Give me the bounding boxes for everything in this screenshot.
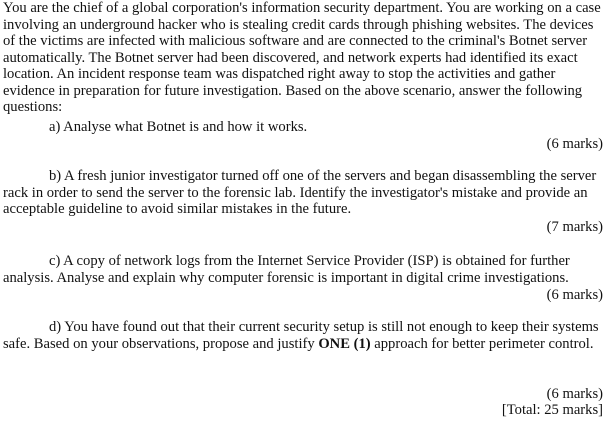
total-marks: [Total: 25 marks]: [501, 402, 603, 418]
question-d-body-end: approach for better perimeter control.: [370, 335, 594, 352]
scenario-paragraph: You are the chief of a global corporation's information security department. You are working on a case involving an underground hacker who is stealing credit cards through phishing websites. The devices of the victims are infected with malicious software and are connected to the criminal's Botnet server automatically. The Botnet server had been discovered, and network experts had identified its exact location. An incident response team was dispatched right away to stop the activities and gather evidence in preparation for future investigation. Based on the above scenario, answer the following questions:: [3, 0, 601, 115]
question-d-emphasis: ONE (1): [318, 335, 371, 352]
question-d-body-start: d) You have found out that their current security setup is still not enough to keep their systems safe. Based on your observations, propose and justify: [3, 319, 599, 352]
question-b-body: b) A fresh junior investigator turned off one of the servers and began disassembling the server rack in order to send the server to the forensic lab. Identify the investigator's mistake and provide an acceptable guideline to avoid similar mistakes in the future.: [3, 168, 597, 217]
question-b: [3, 168, 601, 218]
question-d-text: [3, 319, 601, 352]
question-a-marks: (6 marks): [546, 136, 603, 152]
question-c-body: c) A copy of network logs from the Internet Service Provider (ISP) is obtained for further analysis. Analyse and explain why computer forensic is important in digital crime investigations.: [3, 253, 570, 286]
question-c-text: [3, 253, 601, 286]
question-b-text: [3, 168, 601, 218]
question-c-marks: (6 marks): [546, 287, 603, 303]
question-c: [3, 253, 601, 286]
question-d: [3, 319, 601, 352]
question-d-marks: (6 marks): [546, 386, 603, 402]
question-b-marks: (7 marks): [546, 219, 603, 235]
question-a: a) Analyse what Botnet is and how it works.: [49, 119, 308, 135]
